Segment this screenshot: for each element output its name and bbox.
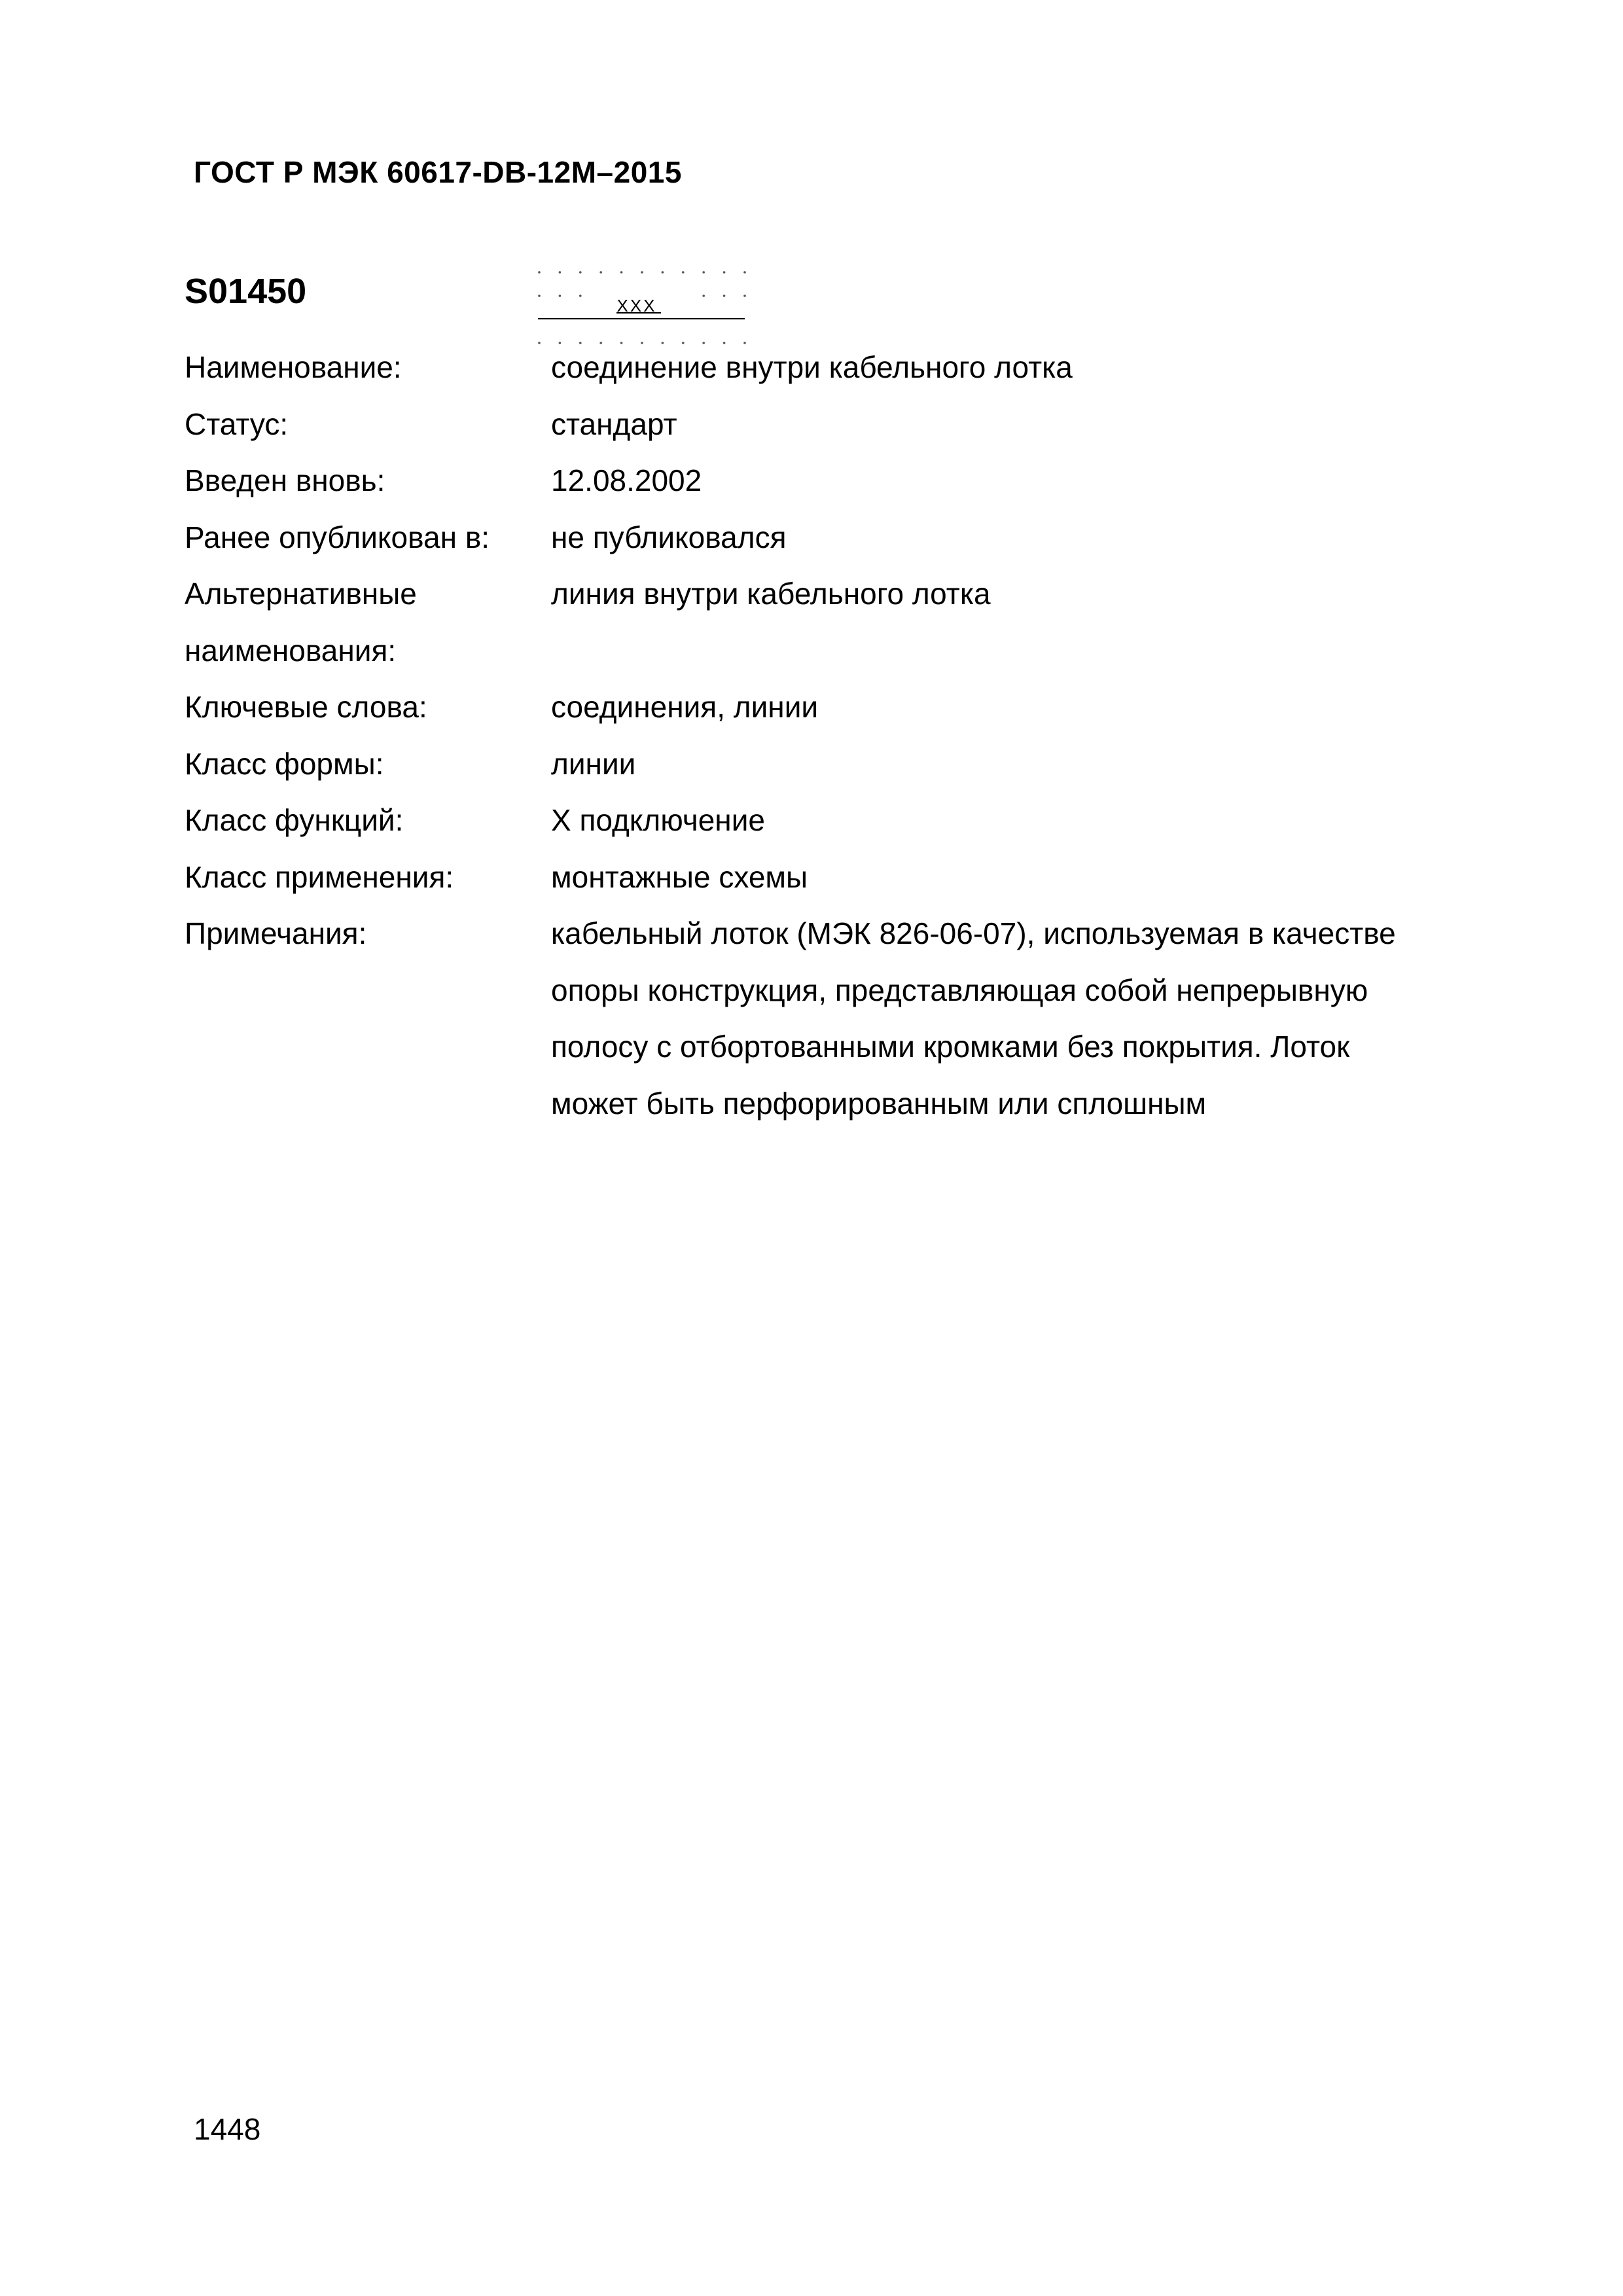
property-value: кабельный лоток (МЭК 826-06-07), используемая в качестве опоры конструкция, представляющая собой непрерывную полосу с отбортованными кромками без покрытия. Лоток может быть перфорированным или сплошным — [551, 916, 1396, 1121]
property-label: Класс формы: — [185, 746, 384, 781]
property-label: Ранее опубликован в: — [185, 520, 490, 554]
property-row-introduced — [185, 452, 1428, 509]
property-value: 12.08.2002 — [551, 463, 702, 497]
property-value: монтажные схемы — [551, 859, 808, 894]
property-row-alternative-names — [185, 565, 1428, 679]
grid-dot — [599, 271, 602, 274]
property-value: соединения, линии — [551, 690, 819, 724]
property-label: Наименование: — [185, 350, 402, 384]
symbol-graphic — [537, 264, 747, 350]
grid-dot — [723, 295, 726, 297]
grid-dot — [579, 295, 582, 297]
property-label: Альтернативные наименования: — [185, 577, 417, 668]
property-row-previously-published — [185, 509, 1428, 566]
property-label: Примечания: — [185, 916, 367, 950]
grid-dot — [620, 271, 623, 274]
symbol-glyph-text: XXX — [616, 296, 657, 315]
property-value: линии — [551, 746, 636, 781]
property-row-keywords — [185, 679, 1428, 736]
property-row-function-class — [185, 792, 1428, 849]
property-value: не публиковался — [551, 520, 787, 554]
page-number: 1448 — [194, 2112, 261, 2146]
grid-dot — [682, 271, 685, 274]
grid-dot — [559, 271, 562, 274]
grid-dot — [538, 271, 541, 274]
grid-dot — [723, 271, 726, 274]
grid-dot — [662, 271, 664, 274]
grid-dot — [579, 271, 582, 274]
property-row-notes — [185, 905, 1428, 1132]
property-label: Класс функций: — [185, 803, 404, 837]
grid-dot — [702, 271, 705, 274]
grid-dot — [743, 295, 746, 297]
property-row-name — [185, 339, 1428, 396]
grid-dot — [641, 271, 643, 274]
property-value: X подключение — [551, 803, 765, 837]
grid-dot — [538, 295, 541, 297]
property-label: Ключевые слова: — [185, 690, 427, 724]
property-value: соединение внутри кабельного лотка — [551, 350, 1073, 384]
property-value: стандарт — [551, 406, 677, 441]
property-row-shape-class — [185, 736, 1428, 793]
property-row-application-class — [185, 849, 1428, 906]
property-label: Класс применения: — [185, 859, 454, 894]
grid-dot — [743, 271, 746, 274]
property-label: Статус: — [185, 406, 289, 441]
symbol-id: S01450 — [185, 272, 307, 311]
property-row-status — [185, 396, 1428, 453]
grid-dot — [702, 295, 705, 297]
grid-dot — [559, 295, 562, 297]
document-code: ГОСТ Р МЭК 60617-DB-12M–2015 — [194, 155, 682, 189]
properties-list — [185, 339, 1428, 1132]
property-label: Введен вновь: — [185, 463, 385, 497]
property-value: линия внутри кабельного лотка — [551, 577, 991, 611]
